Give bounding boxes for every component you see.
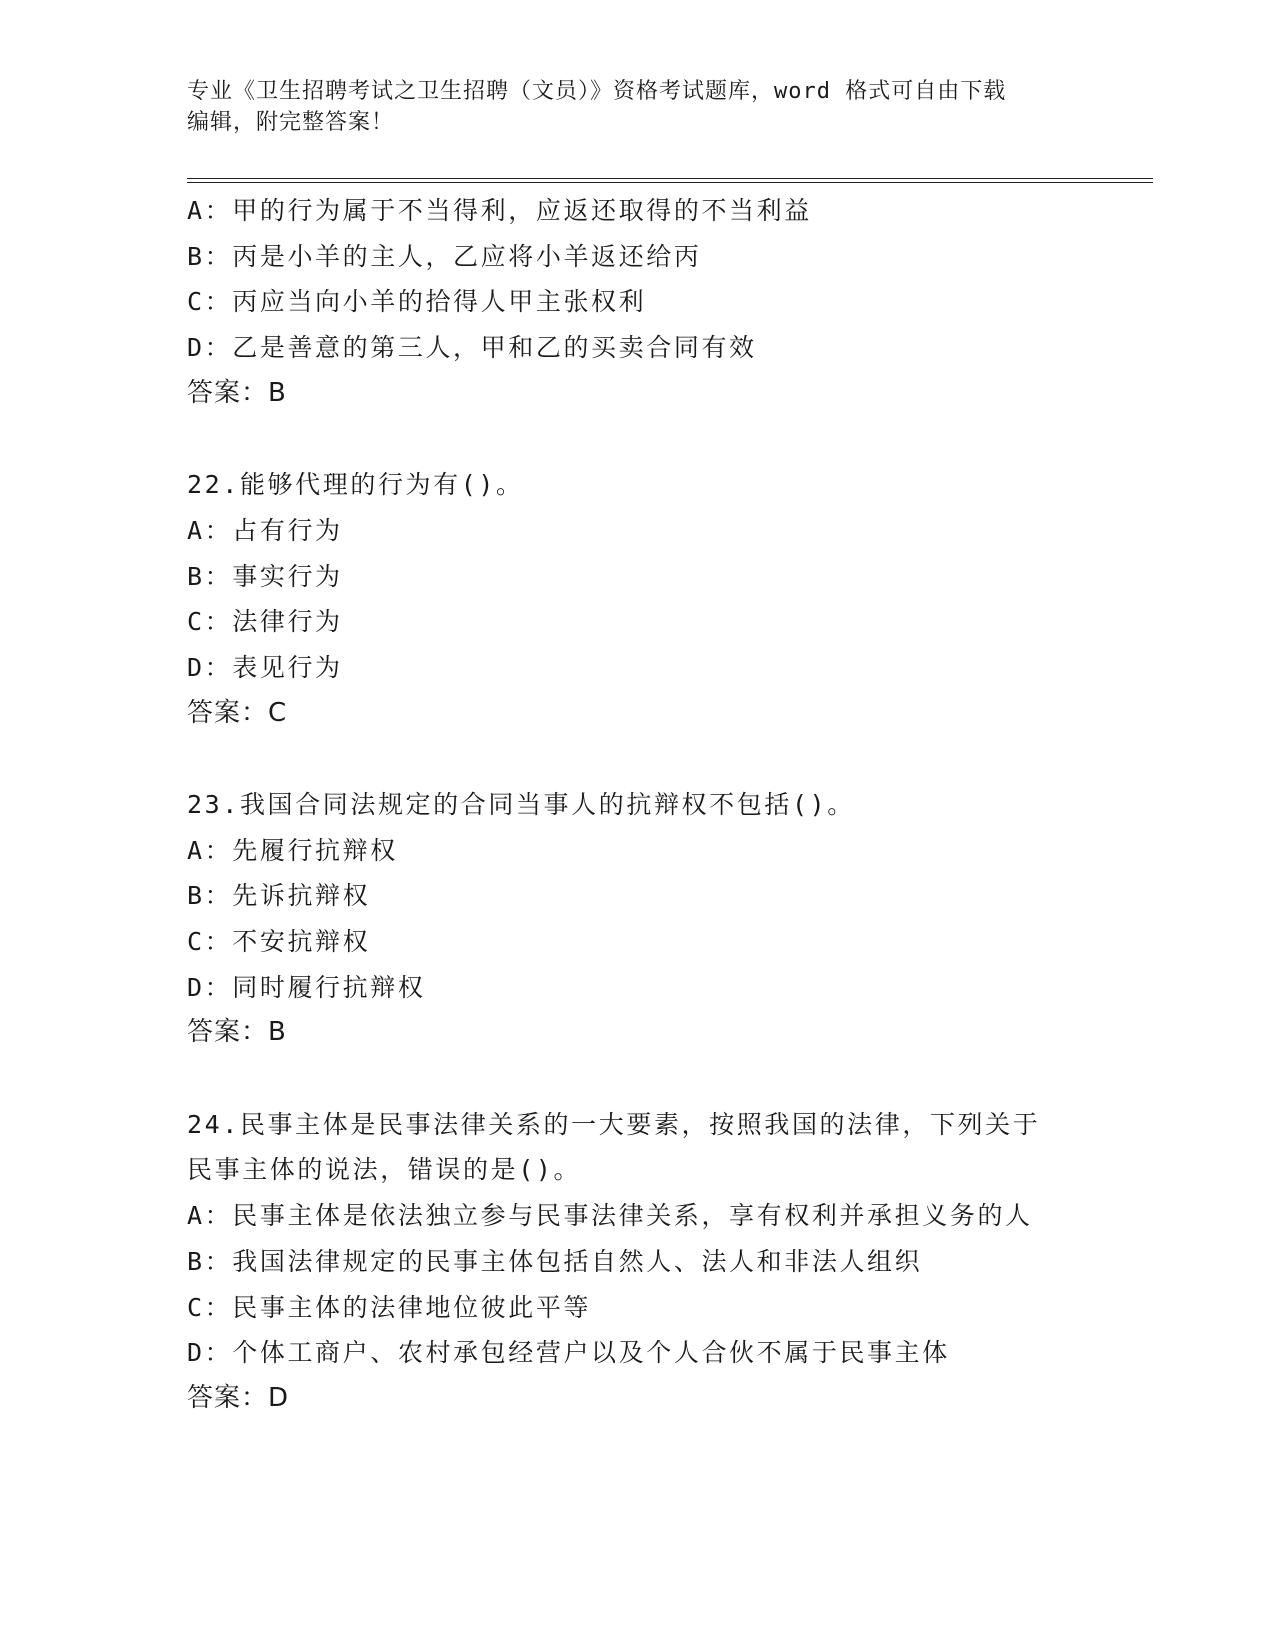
- question-21: [187, 188, 1087, 416]
- document-header: [187, 76, 1087, 138]
- option-c: C：不安抗辩权: [187, 927, 371, 956]
- header-divider: [187, 178, 1153, 183]
- question-23: [187, 782, 1087, 1056]
- option-b: B：丙是小羊的主人，乙应将小羊返还给丙: [187, 241, 702, 271]
- option-a: A：先履行抗辩权: [187, 835, 398, 865]
- answer: 答案：C: [187, 697, 288, 728]
- question-stem: 22.能够代理的行为有()。: [187, 470, 524, 500]
- question-stem: 23.我国合同法规定的合同当事人的抗辩权不包括()。: [187, 789, 855, 819]
- option-d: D：表见行为: [187, 652, 343, 682]
- option-c: C：丙应当向小羊的拾得人甲主张权利: [187, 287, 647, 317]
- spacer: [187, 416, 1087, 462]
- question-list: [187, 188, 1087, 1422]
- option-b: B：我国法律规定的民事主体包括自然人、法人和非法人组织: [187, 1246, 923, 1276]
- header-line-1: 专业《卫生招聘考试之卫生招聘（文员）》资格考试题库，word 格式可自由下载: [187, 79, 1007, 104]
- option-d: D：个体工商户、农村承包经营户以及个人合伙不属于民事主体: [187, 1338, 950, 1368]
- option-a: A：民事主体是依法独立参与民事法律关系，享有权利并承担义务的人: [187, 1201, 1033, 1231]
- question-stem-line-2: 民事主体的说法，错误的是()。: [187, 1155, 582, 1185]
- option-a: A：占有行为: [187, 515, 343, 545]
- option-d: D：乙是善意的第三人，甲和乙的买卖合同有效: [187, 333, 757, 363]
- question-24: [187, 1102, 1087, 1422]
- option-d: D：同时履行抗辩权: [187, 972, 426, 1002]
- answer: 答案：D: [187, 1382, 290, 1413]
- answer: 答案：B: [187, 377, 287, 408]
- header-line-2: 编辑，附完整答案！: [187, 110, 395, 135]
- question-stem-line-1: 24.民事主体是民事法律关系的一大要素，按照我国的法律，下列关于: [187, 1109, 1041, 1139]
- spacer: [187, 736, 1087, 782]
- option-a: A：甲的行为属于不当得利，应返还取得的不当利益: [187, 196, 812, 225]
- option-b: B：先诉抗辩权: [187, 881, 371, 911]
- question-22: [187, 462, 1087, 736]
- option-c: C：民事主体的法律地位彼此平等: [187, 1292, 592, 1322]
- answer: 答案：B: [187, 1017, 287, 1048]
- option-b: B：事实行为: [187, 561, 343, 591]
- option-c: C：法律行为: [187, 607, 343, 637]
- spacer: [187, 1056, 1087, 1102]
